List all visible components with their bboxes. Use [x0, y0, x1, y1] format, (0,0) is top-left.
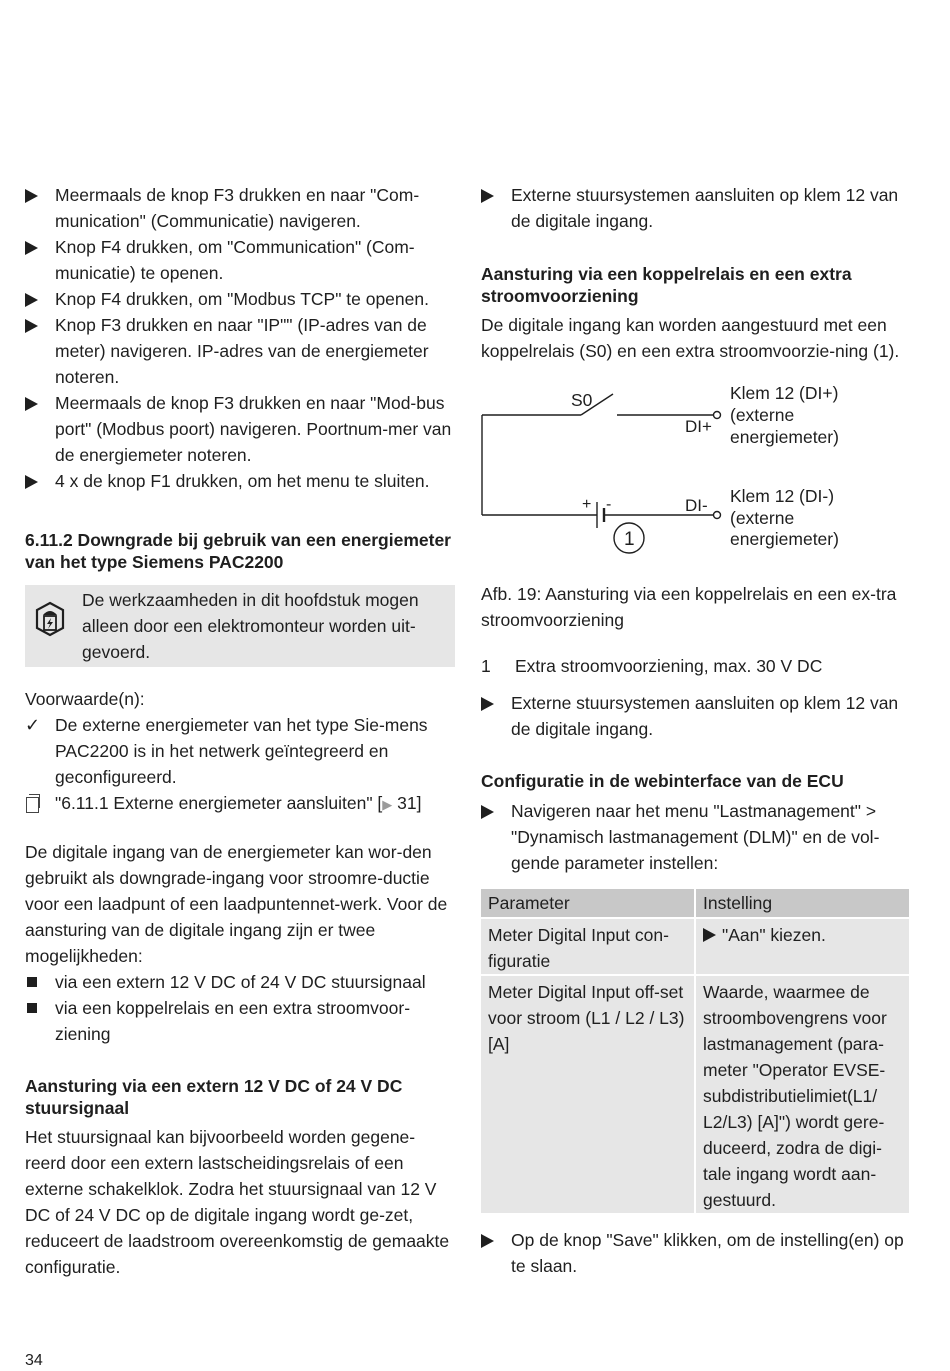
step-item [481, 798, 909, 876]
setting-cell [695, 918, 909, 975]
step-arrow-icon [481, 189, 494, 203]
step-arrow-icon [703, 928, 716, 942]
step-text: Externe stuursystemen aansluiten op klem 12 van de digitale ingang. [511, 185, 899, 231]
extern-paragraph: Het stuursignaal kan bijvoorbeeld worden gegene-reerd door een extern lastscheidingsrelais of een externe schakelklok. Zodra het stuursignaal van 12 V DC of 24 V DC op de digitale ingang wordt ge-zet, reduceert de laadstroom overeenkomstig de gemaakte configuratie. [25, 1127, 450, 1277]
relay-paragraph: De digitale ingang kan worden aangestuurd met een koppelrelais (S0) en een extra stroomvoorzie-ning (1). [481, 315, 900, 361]
step-arrow-icon [25, 397, 38, 411]
parameter-table [481, 889, 909, 1213]
parameter-cell: Meter Digital Input con-figuratie [481, 918, 695, 975]
s0-label: S0 [571, 390, 593, 410]
minus-label: - [606, 496, 612, 513]
setting-text: "Aan" kiezen. [722, 925, 826, 945]
klem-plus-line-1: Klem 12 (DI+) [730, 383, 839, 403]
wiring-diagram [481, 378, 909, 556]
klem-plus-line-3: energiemeter) [730, 427, 839, 447]
step-item [25, 234, 455, 286]
legend-number: 1 [481, 656, 491, 676]
step-item [25, 468, 455, 494]
klem-minus-line-3: energiemeter) [730, 529, 839, 549]
di-minus-label: DI- [685, 496, 708, 515]
plus-label: + [582, 496, 592, 513]
subheading-config: Configuratie in de webinterface van de ECU [481, 771, 844, 791]
klem-plus-line-2: (externe [730, 405, 795, 425]
page-arrow-icon: ▶ [382, 797, 393, 812]
table-header-row [481, 889, 909, 918]
step-item [25, 312, 455, 390]
page-number: 34 [25, 1352, 43, 1369]
option-text: via een extern 12 V DC of 24 V DC stuursignaal [55, 972, 426, 992]
step-item [25, 182, 455, 234]
checkmark-icon: ✓ [25, 715, 41, 735]
parameter-cell: Meter Digital Input off-set voor stroom (L1 / L2 / L3) [A] [481, 975, 695, 1213]
ref-text: "6.11.1 Externe energiemeter aansluiten" [ [55, 793, 383, 813]
step-item [481, 182, 909, 234]
prerequisite-text: De externe energiemeter van het type Sie-mens PAC2200 is in het netwerk geïntegreerd en geconfigureerd. [55, 715, 428, 787]
step-text: Meermaals de knop F3 drukken en naar "Com-munication" (Communicatie) navigeren. [55, 185, 420, 231]
intro-paragraph: De digitale ingang van de energiemeter kan wor-den gebruikt als downgrade-ingang voor stroomre-ductie voor een laadpunt of een laadpuntennet-werk. Voor de aansturing van de digitale ingang zijn er twee mogelijkheden: [25, 842, 448, 966]
option-text: via een koppelrelais en een extra stroomvoor-ziening [55, 998, 411, 1044]
step-text: Knop F4 drukken, om "Modbus TCP" te openen. [55, 289, 429, 309]
step-text: Externe stuursystemen aansluiten op klem 12 van de digitale ingang. [511, 693, 899, 739]
step-arrow-icon [481, 697, 494, 711]
klem-minus-line-1: Klem 12 (DI-) [730, 486, 835, 506]
electrician-icon [32, 601, 68, 637]
step-item [25, 390, 455, 468]
bullet-square-icon [27, 1003, 37, 1013]
option-item [25, 995, 455, 1047]
step-item [481, 690, 909, 742]
cross-reference[interactable] [25, 790, 455, 818]
figure-caption: Afb. 19: Aansturing via een koppelrelais en een ex-tra stroomvoorziening [481, 584, 897, 630]
callout-number: 1 [624, 529, 635, 550]
warning-note [25, 585, 455, 667]
subheading-extern: Aansturing via een extern 12 V DC of 24 V DC stuursignaal [25, 1076, 403, 1118]
klem-minus-line-2: (externe [730, 508, 795, 528]
note-text: De werkzaamheden in dit hoofdstuk mogen alleen door een elektromonteur worden uit-gevoerd. [82, 590, 419, 662]
step-text: 4 x de knop F1 drukken, om het menu te sluiten. [55, 471, 430, 491]
step-item [481, 1227, 909, 1279]
legend-text: Extra stroomvoorziening, max. 30 V DC [515, 656, 823, 676]
right-column [481, 182, 909, 1279]
column-header: Parameter [481, 889, 695, 918]
step-arrow-icon [481, 1234, 494, 1248]
step-arrow-icon [25, 241, 38, 255]
di-plus-label: DI+ [685, 417, 712, 436]
step-item [25, 286, 455, 312]
step-text: Navigeren naar het menu "Lastmanagement" > "Dynamisch lastmanagement (DLM)" en de vol-gende parameter instellen: [511, 801, 880, 873]
step-arrow-icon [481, 805, 494, 819]
book-icon [26, 797, 39, 813]
di-plus-terminal [714, 412, 721, 419]
section-heading: 6.11.2 Downgrade bij gebruik van een energiemeter van het type Siemens PAC2200 [25, 530, 451, 572]
option-item [25, 969, 455, 995]
legend-item [481, 653, 909, 679]
setting-cell: Waarde, waarmee de stroombovengrens voor lastmanagement (para-meter "Operator EVSE-subdistributielimiet(L1/ L2/L3) [A]") wordt gere-duceerd, zodra de digi-tale ingang wordt aan-gestuurd. [695, 975, 909, 1213]
step-arrow-icon [25, 293, 38, 307]
table-row [481, 918, 909, 975]
step-text: Meermaals de knop F3 drukken en naar "Mod-bus port" (Modbus poort) navigeren. Poortnum-mer van de energiemeter noteren. [55, 393, 452, 465]
table-row [481, 975, 909, 1213]
bullet-square-icon [27, 977, 37, 987]
ref-page: 31] [392, 793, 422, 813]
step-arrow-icon [25, 319, 38, 333]
left-column [25, 182, 455, 1280]
prerequisite-item [25, 712, 455, 790]
step-text: Knop F4 drukken, om "Communication" (Com-municatie) te openen. [55, 237, 415, 283]
step-text: Knop F3 drukken en naar "IP"" (IP-adres van de meter) navigeren. IP-adres van de energiemeter noteren. [55, 315, 429, 387]
di-minus-terminal [714, 512, 721, 519]
subheading-relay: Aansturing via een koppelrelais en een extra stroomvoorziening [481, 264, 852, 306]
step-arrow-icon [25, 189, 38, 203]
prerequisite-label: Voorwaarde(n): [25, 689, 145, 709]
step-arrow-icon [25, 475, 38, 489]
step-text: Op de knop "Save" klikken, om de instelling(en) op te slaan. [511, 1230, 904, 1276]
column-header: Instelling [695, 889, 909, 918]
